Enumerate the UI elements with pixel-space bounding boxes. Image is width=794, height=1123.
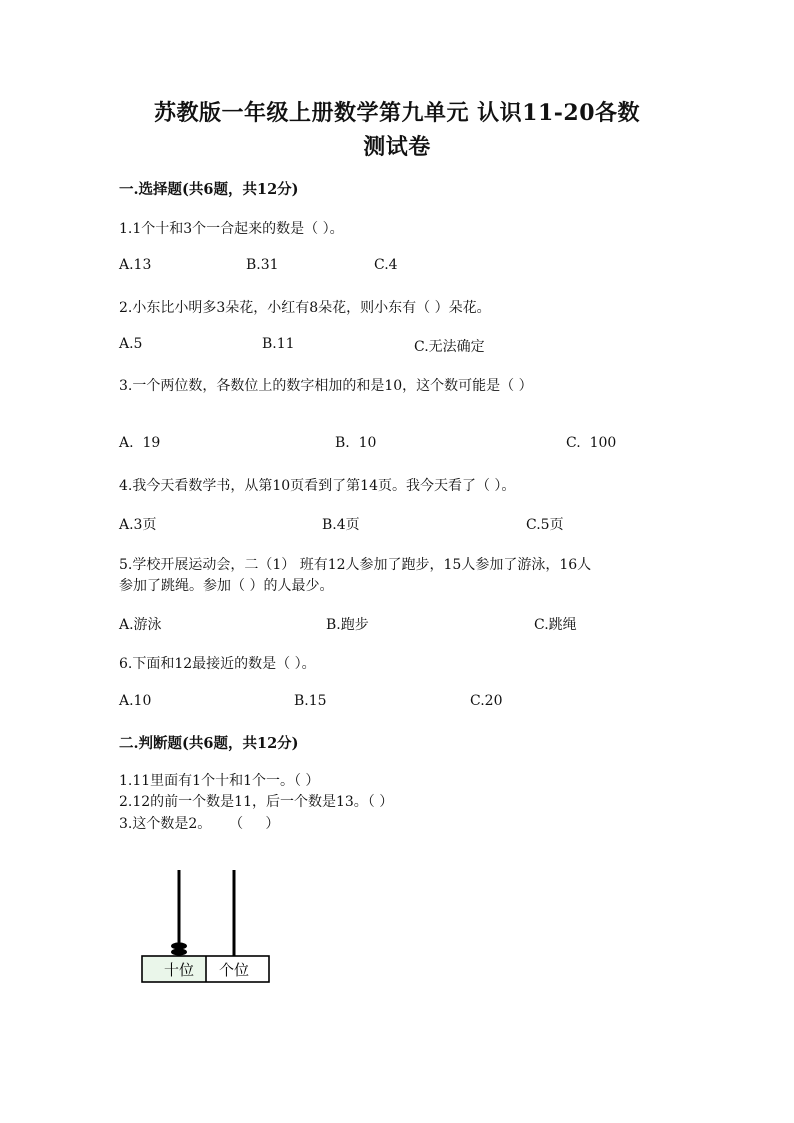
q4-option-a: A.3页 [119, 517, 157, 533]
q2-option-b: B.11 [262, 336, 295, 352]
page-title: 苏教版一年级上册数学第九单元 认识11-20各数 [153, 100, 641, 126]
judgment-item-2: 2.12的前一个数是11，后一个数是13。（ ） [119, 794, 394, 810]
q6-option-b: B.15 [294, 693, 327, 709]
ones-label: 个位 [218, 961, 250, 979]
q6-option-a: A.10 [119, 693, 152, 709]
q3-option-c: C. 100 [566, 435, 617, 451]
q2-option-c: C.无法确定 [414, 339, 485, 355]
q5-option-c: C.跳绳 [534, 617, 577, 633]
tens-beads [171, 942, 187, 955]
q4-option-b: B.4页 [322, 517, 360, 533]
question-3: 3.一个两位数，各数位上的数字相加的和是10，这个数可能是（ ） [119, 378, 533, 394]
q3-option-a: A. 19 [119, 435, 161, 451]
q2-option-a: A.5 [119, 336, 143, 352]
question-4: 4.我今天看数学书，从第10页看到了第14页。我今天看了（ ）。 [119, 478, 516, 494]
question-5: 5.学校开展运动会，二（1） 班有12人参加了跑步，15人参加了游泳，16人 [119, 557, 592, 573]
judgment-item-3: 3.这个数是2。 （ ） [119, 816, 280, 832]
q1-option-a: A.13 [119, 257, 152, 273]
page-title-line2: 测试卷 [363, 134, 431, 160]
abacus-figure [140, 866, 272, 990]
q4-option-c: C.5页 [526, 517, 564, 533]
question-2: 2.小东比小明多3朵花，小红有8朵花，则小东有（ ）朵花。 [119, 300, 491, 316]
q1-option-b: B.31 [246, 257, 279, 273]
section-heading-choice: 一.选择题(共6题，共12分) [119, 181, 299, 198]
q3-option-b: B. 10 [335, 435, 377, 451]
q6-option-c: C.20 [470, 693, 503, 709]
question-5-line2: 参加了跳绳。参加（ ）的人最少。 [119, 578, 334, 594]
section-heading-judgment: 二.判断题(共6题，共12分) [119, 735, 299, 752]
q5-option-a: A.游泳 [119, 617, 162, 633]
abacus-bead [171, 942, 187, 949]
q5-option-b: B.跑步 [326, 617, 369, 633]
question-1: 1.1个十和3个一合起来的数是（ ）。 [119, 221, 344, 237]
question-6: 6.下面和12最接近的数是（ ）。 [119, 656, 316, 672]
tens-label: 十位 [163, 961, 195, 979]
q1-option-c: C.4 [374, 257, 398, 273]
judgment-item-1: 1.11里面有1个十和1个一。（ ） [119, 773, 320, 789]
